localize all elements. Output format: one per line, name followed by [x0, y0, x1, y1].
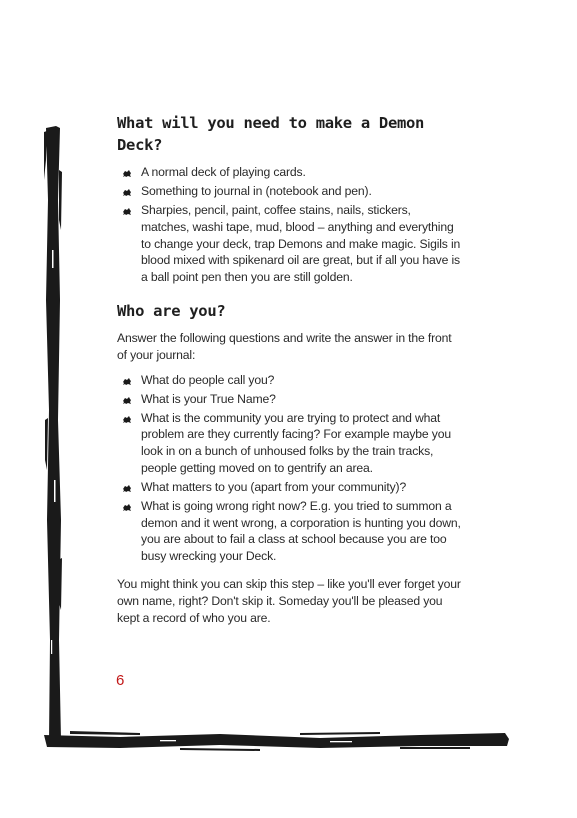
page-content — [117, 112, 462, 626]
list-item — [117, 479, 462, 496]
list-item — [117, 372, 462, 389]
list-item-text: What is going wrong right now? E.g. you tried to summon a demon and it went wrong, a corporation is hunting you down, you are about to fail a class at school because you are too busy wrecking your Deck. — [141, 498, 461, 564]
supplies-list — [117, 164, 462, 286]
ink-splat-bullet-icon — [122, 377, 132, 386]
section-outro: You might think you can skip this step – like you'll ever forget your own name, right? Don't skip it. Someday you'll be pleased you kept a record of who you are. — [117, 577, 461, 625]
ink-splat-bullet-icon — [122, 396, 132, 405]
section-heading-demon-deck: What will you need to make a Demon Deck? — [117, 114, 425, 154]
list-item-text: What is your True Name? — [141, 391, 276, 406]
list-item — [117, 164, 462, 181]
section-intro: Answer the following questions and write the answer in the front of your journal: — [117, 330, 452, 362]
ink-splat-bullet-icon — [122, 503, 132, 512]
list-item-text: Something to journal in (notebook and pen). — [141, 183, 372, 198]
list-item-text: Sharpies, pencil, paint, coffee stains, nails, stickers, matches, washi tape, mud, blood – anything and everything to change your deck, trap Demons and make magic. Sigils in blood mixed with spikenard oil are great, but if all you have is a ball point pen then you are still golden. — [141, 202, 461, 285]
list-item — [117, 410, 462, 477]
ink-splat-bullet-icon — [122, 188, 132, 197]
list-item — [117, 183, 462, 200]
ink-splat-bullet-icon — [122, 415, 132, 424]
list-item-text: A normal deck of playing cards. — [141, 165, 306, 179]
section-heading-who-are-you: Who are you? — [117, 301, 226, 320]
questions-list — [117, 372, 462, 566]
ink-splat-bullet-icon — [122, 484, 132, 493]
list-item — [117, 391, 462, 408]
list-item-text: What is the community you are trying to protect and what problem are they currently facing? For example maybe you look in on a bunch of unhoused folks by the train tracks, people getting moved on to gentrify an area. — [141, 410, 451, 475]
ink-splat-bullet-icon — [122, 169, 132, 178]
list-item-text: What do people call you? — [141, 372, 275, 387]
list-item-text: What matters to you (apart from your community)? — [141, 479, 407, 494]
list-item — [117, 498, 462, 565]
ink-splat-bullet-icon — [122, 207, 132, 216]
list-item — [117, 202, 462, 286]
page-number: 6 — [116, 672, 125, 689]
